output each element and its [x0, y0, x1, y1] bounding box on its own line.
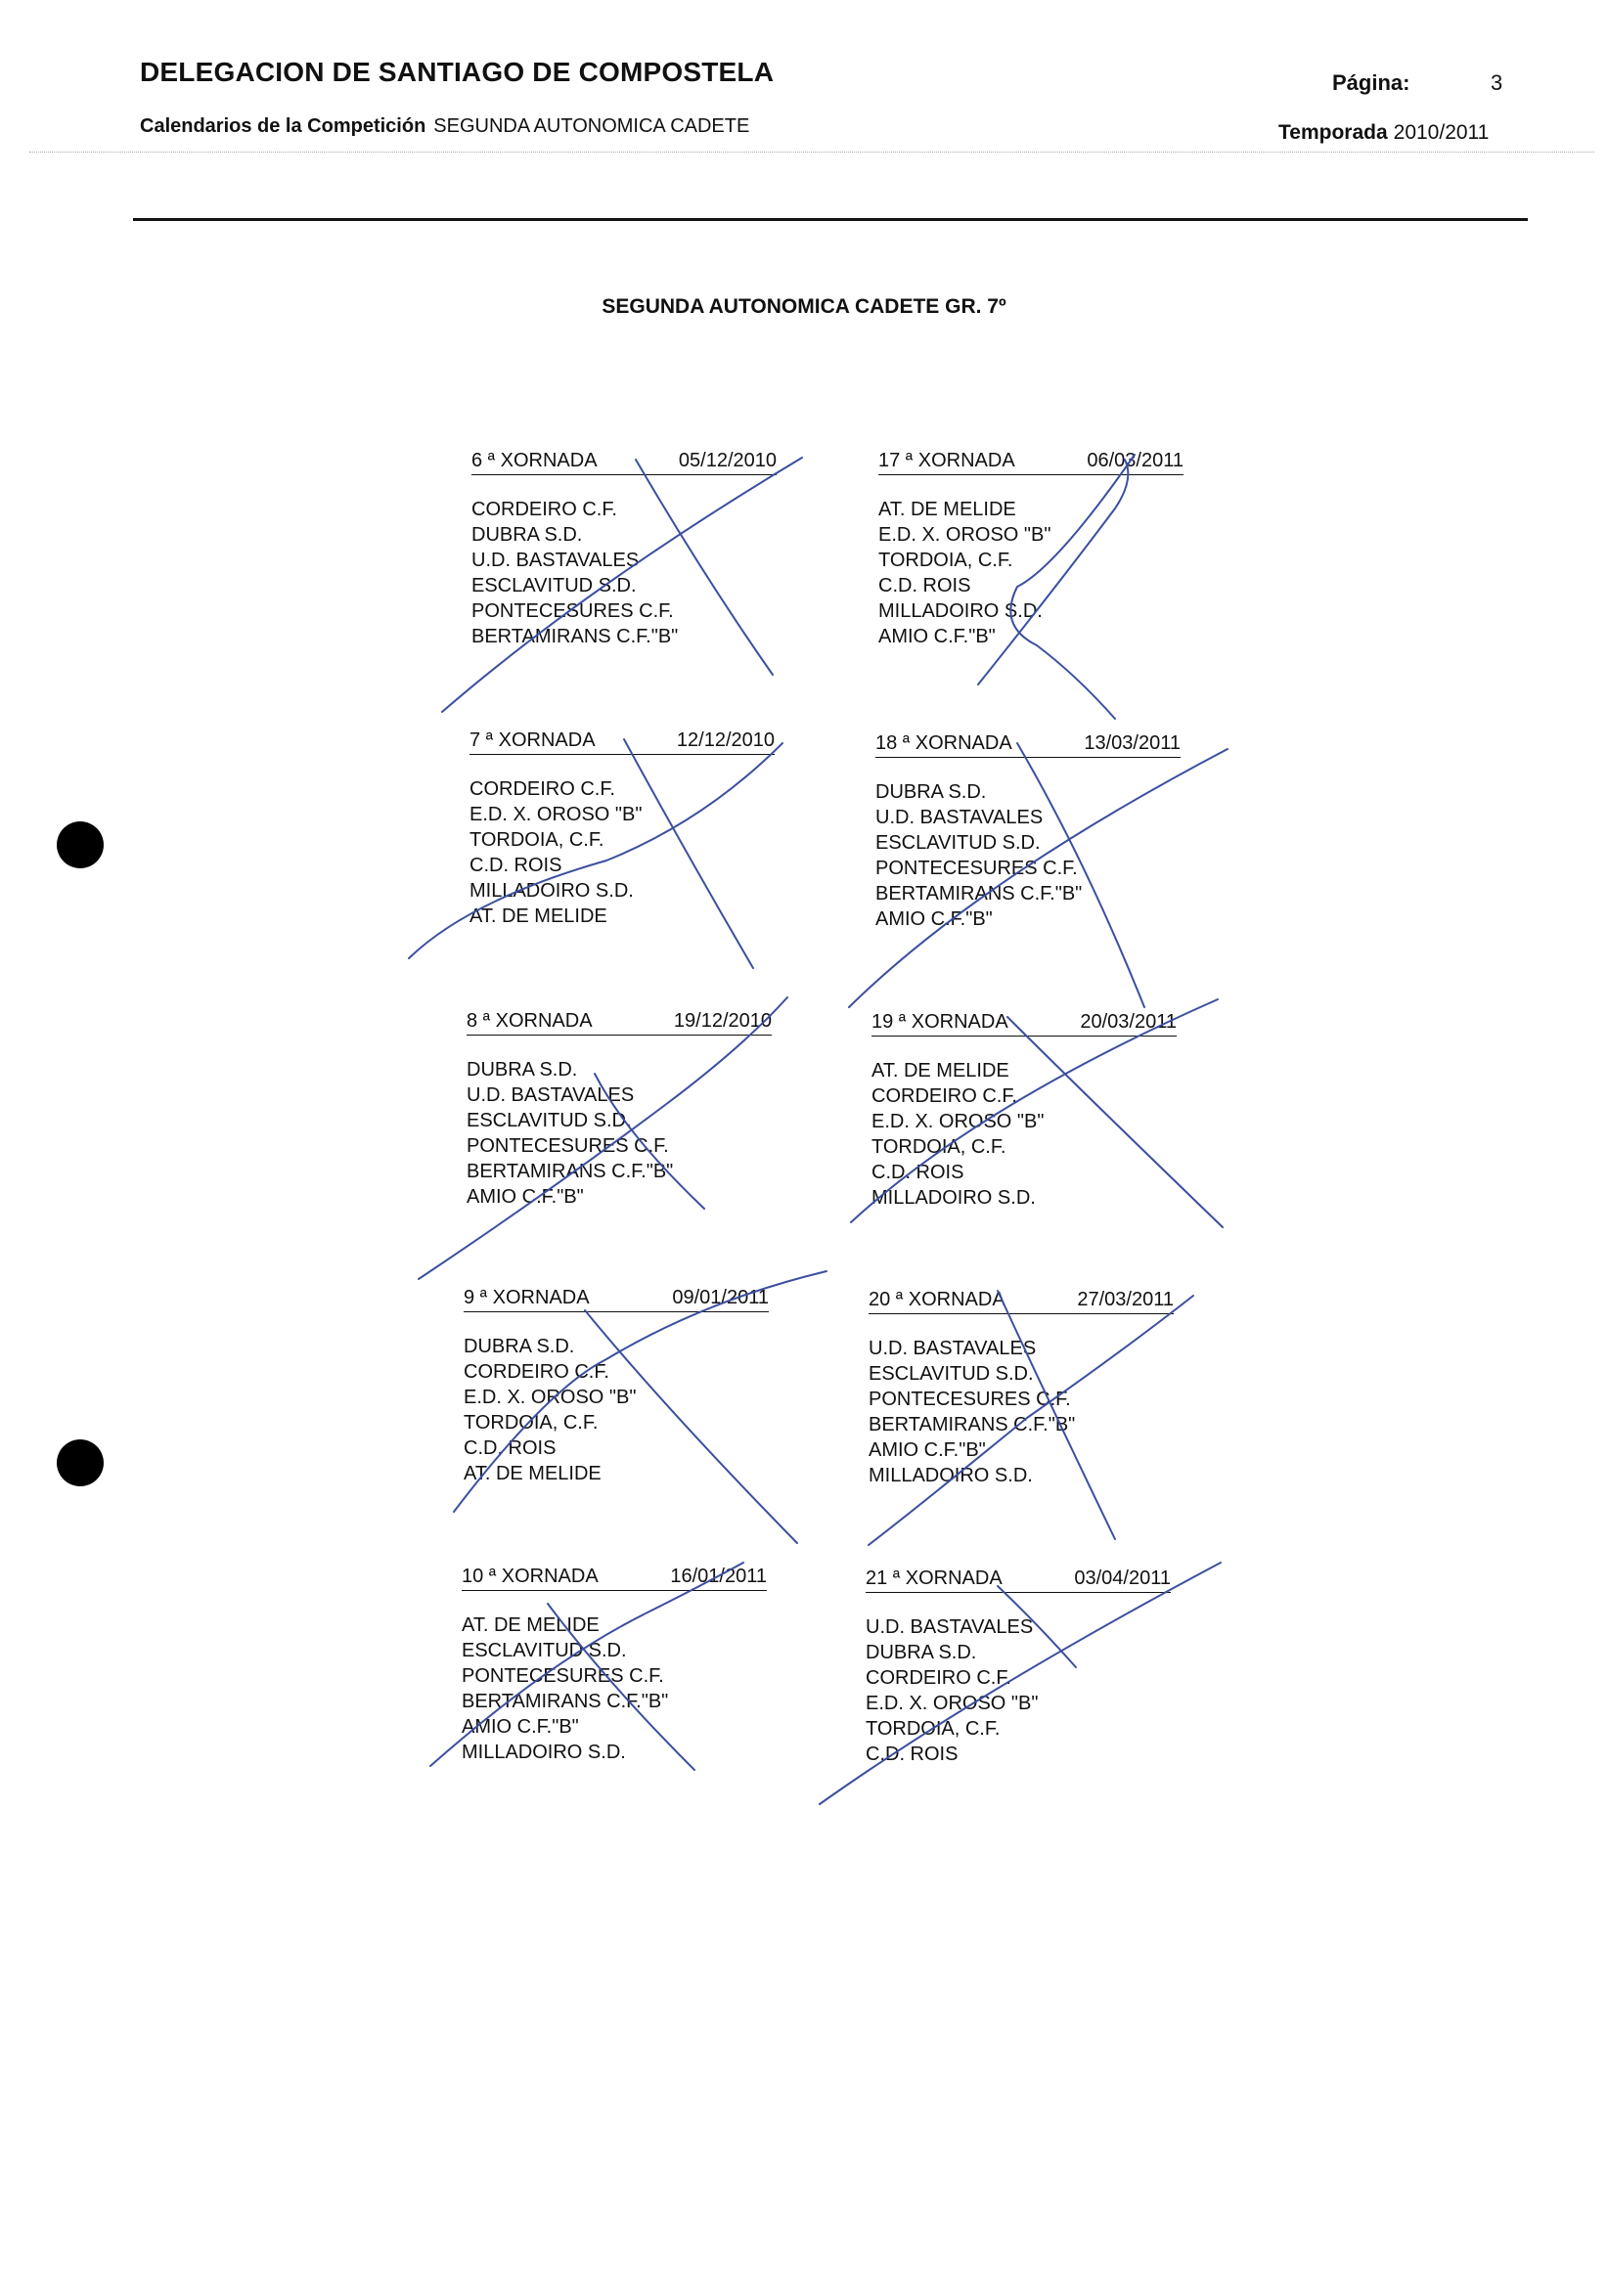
team-name: AT. DE MELIDE — [469, 905, 607, 927]
team-name: CORDEIRO C.F. — [471, 499, 617, 520]
team-name: AT. DE MELIDE — [462, 1614, 600, 1636]
team-name: BERTAMIRANS C.F."B" — [869, 1414, 1076, 1435]
team-name: BERTAMIRANS C.F."B" — [471, 626, 679, 647]
team-name: AMIO C.F."B" — [875, 908, 993, 930]
round-date: 13/03/2011 — [1084, 732, 1181, 754]
pen-cross-stroke — [849, 749, 1228, 1007]
team-name: PONTECESURES C.F. — [869, 1389, 1071, 1410]
round-label: 6 ª XORNADA — [471, 450, 598, 471]
team-name: U.D. BASTAVALES — [875, 807, 1044, 828]
team-name: TORDOIA, C.F. — [878, 550, 1013, 571]
team-name: BERTAMIRANS C.F."B" — [467, 1161, 674, 1182]
team-name: DUBRA S.D. — [875, 781, 987, 803]
season-value: 2010/2011 — [1393, 121, 1490, 144]
team-name: PONTECESURES C.F. — [467, 1135, 669, 1157]
round-label: 21 ª XORNADA — [866, 1567, 1003, 1589]
team-name: CORDEIRO C.F. — [871, 1085, 1017, 1107]
competition-name: SEGUNDA AUTONOMICA CADETE — [433, 115, 750, 137]
team-name: DUBRA S.D. — [866, 1642, 977, 1663]
round-label: 7 ª XORNADA — [469, 729, 596, 751]
pen-cross-stroke — [1010, 455, 1135, 719]
team-name: E.D. X. OROSO "B" — [469, 804, 643, 825]
round-date: 16/01/2011 — [670, 1566, 767, 1587]
team-name: PONTECESURES C.F. — [462, 1665, 664, 1687]
round-label: 9 ª XORNADA — [464, 1287, 590, 1308]
team-name: ESCLAVITUD S.D. — [462, 1640, 627, 1661]
team-name: DUBRA S.D. — [467, 1059, 578, 1081]
team-name: ESCLAVITUD S.D. — [467, 1110, 632, 1131]
round-date: 09/01/2011 — [672, 1287, 769, 1308]
team-name: AT. DE MELIDE — [871, 1060, 1009, 1082]
pen-cross-stroke — [1017, 743, 1144, 1007]
team-name: AMIO C.F."B" — [878, 626, 996, 647]
team-name: U.D. BASTAVALES — [866, 1616, 1034, 1638]
team-name: E.D. X. OROSO "B" — [871, 1111, 1045, 1132]
pen-cross-stroke — [998, 1586, 1076, 1667]
team-name: AMIO C.F."B" — [462, 1716, 579, 1738]
round-label: 8 ª XORNADA — [467, 1010, 593, 1032]
team-name: DUBRA S.D. — [464, 1336, 575, 1357]
pen-cross-stroke — [820, 1563, 1221, 1804]
pen-cross-stroke — [419, 997, 787, 1279]
season-label: Temporada — [1278, 121, 1388, 144]
team-name: BERTAMIRANS C.F."B" — [462, 1691, 669, 1712]
team-name: AT. DE MELIDE — [878, 499, 1016, 520]
team-name: MILLADOIRO S.D. — [878, 600, 1043, 622]
team-name: AMIO C.F."B" — [869, 1439, 986, 1461]
team-name: E.D. X. OROSO "B" — [878, 524, 1051, 546]
team-name: AT. DE MELIDE — [464, 1463, 602, 1484]
pen-cross-stroke — [548, 1604, 694, 1770]
pen-cross-stroke — [998, 1291, 1115, 1539]
team-name: TORDOIA, C.F. — [464, 1412, 599, 1434]
team-name: MILLADOIRO S.D. — [469, 880, 634, 902]
round-label: 19 ª XORNADA — [871, 1011, 1008, 1033]
org-title: DELEGACION DE SANTIAGO DE COMPOSTELA — [140, 57, 775, 87]
team-name: TORDOIA, C.F. — [871, 1136, 1006, 1158]
round-date: 27/03/2011 — [1077, 1289, 1174, 1310]
pen-cross-stroke — [595, 1074, 704, 1209]
pen-cross-stroke — [851, 999, 1218, 1222]
team-name: TORDOIA, C.F. — [469, 829, 604, 851]
pen-cross-stroke — [430, 1563, 743, 1766]
team-name: PONTECESURES C.F. — [875, 858, 1078, 879]
team-name: AMIO C.F."B" — [467, 1186, 584, 1208]
team-name: MILLADOIRO S.D. — [462, 1742, 626, 1763]
team-name: C.D. ROIS — [866, 1744, 959, 1765]
team-name: ESCLAVITUD S.D. — [875, 832, 1041, 854]
team-name: TORDOIA, C.F. — [866, 1718, 1001, 1740]
round-label: 17 ª XORNADA — [878, 450, 1015, 471]
team-name: CORDEIRO C.F. — [469, 778, 615, 800]
team-name: PONTECESURES C.F. — [471, 600, 674, 622]
pen-cross-stroke — [869, 1296, 1193, 1545]
team-name: C.D. ROIS — [871, 1162, 964, 1183]
round-label: 18 ª XORNADA — [875, 732, 1012, 754]
team-name: CORDEIRO C.F. — [464, 1361, 609, 1383]
team-name: C.D. ROIS — [878, 575, 971, 596]
team-name: ESCLAVITUD S.D. — [471, 575, 637, 596]
team-name: MILLADOIRO S.D. — [871, 1187, 1036, 1209]
round-label: 20 ª XORNADA — [869, 1289, 1005, 1310]
pen-cross-stroke — [409, 743, 782, 958]
pen-cross-stroke — [454, 1271, 826, 1512]
team-name: CORDEIRO C.F. — [866, 1667, 1011, 1689]
team-name: C.D. ROIS — [464, 1437, 557, 1459]
pen-cross-stroke — [636, 460, 773, 675]
team-name: BERTAMIRANS C.F."B" — [875, 883, 1083, 905]
team-name: U.D. BASTAVALES — [869, 1338, 1037, 1359]
team-name: U.D. BASTAVALES — [471, 550, 640, 571]
round-date: 06/03/2011 — [1087, 450, 1184, 471]
subtitle-label: Calendarios de la Competición — [140, 115, 426, 137]
pen-cross-stroke — [442, 458, 802, 712]
round-date: 20/03/2011 — [1080, 1011, 1177, 1033]
round-date: 19/12/2010 — [673, 1010, 772, 1032]
page-label: Página: — [1332, 70, 1410, 95]
group-title: SEGUNDA AUTONOMICA CADETE GR. 7º — [602, 295, 1006, 318]
round-date: 12/12/2010 — [676, 729, 775, 751]
team-name: U.D. BASTAVALES — [467, 1084, 635, 1106]
page-number: 3 — [1491, 70, 1503, 95]
round-label: 10 ª XORNADA — [462, 1566, 599, 1587]
team-name: E.D. X. OROSO "B" — [866, 1693, 1039, 1714]
team-name: MILLADOIRO S.D. — [869, 1465, 1033, 1486]
pen-cross-stroke — [585, 1310, 797, 1543]
round-date: 05/12/2010 — [678, 450, 777, 471]
team-name: C.D. ROIS — [469, 855, 562, 876]
pen-cross-stroke — [624, 739, 753, 968]
round-date: 03/04/2011 — [1074, 1567, 1171, 1589]
team-name: ESCLAVITUD S.D. — [869, 1363, 1034, 1385]
team-name: DUBRA S.D. — [471, 524, 583, 546]
pen-cross-stroke — [978, 460, 1128, 684]
team-name: E.D. X. OROSO "B" — [464, 1387, 637, 1408]
